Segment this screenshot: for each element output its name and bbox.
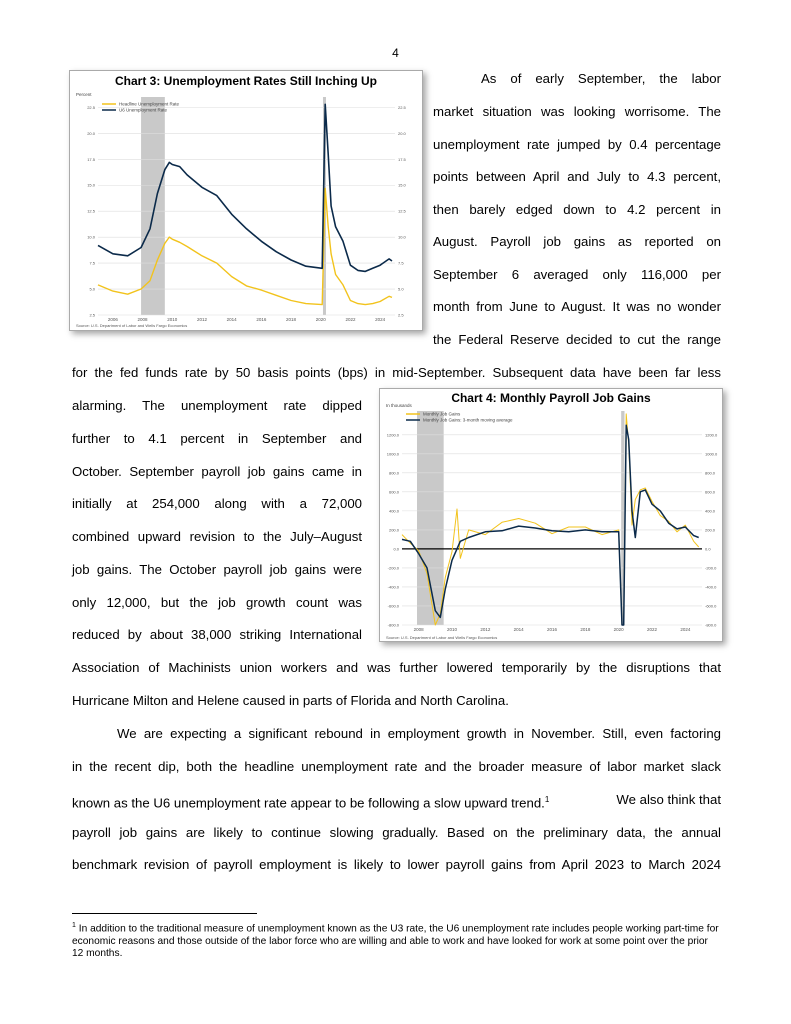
- body-line: in the recent dip, both the headline unemployment rate and the broader measure of labor market slack: [72, 759, 721, 774]
- x-tick-label: 2016: [256, 317, 267, 322]
- body-line: August. Payroll job gains as reported on: [433, 234, 721, 249]
- body-line: October. September payroll job gains came in: [72, 464, 362, 479]
- y-tick-label: 600.0: [388, 489, 399, 495]
- x-tick-label: 2022: [345, 317, 356, 322]
- y-tick-label: 20.0: [87, 130, 95, 136]
- y-tick-label-right: -400.0: [705, 584, 717, 590]
- body-line-tail: We also think that: [616, 792, 721, 807]
- y-tick-label-right: 400.0: [705, 508, 716, 514]
- chart-3-plot: [70, 71, 422, 330]
- chart-4-title: Chart 4: Monthly Payroll Job Gains: [451, 391, 651, 405]
- x-tick-label: 2006: [107, 317, 118, 322]
- y-axis-label: Percent: [76, 92, 92, 97]
- y-tick-label: 400.0: [388, 508, 399, 514]
- body-line: for the fed funds rate by 50 basis points (bps) in mid-September. Subsequent data have been far less: [72, 365, 721, 380]
- y-tick-label-right: 15.0: [398, 182, 406, 188]
- y-tick-label-right: -800.0: [705, 622, 717, 628]
- chart-3-title: Chart 3: Unemployment Rates Still Inching Up: [114, 74, 378, 88]
- body-line: As of early September, the labor: [481, 71, 721, 86]
- y-tick-label-right: 22.5: [398, 104, 406, 110]
- x-tick-label: 2012: [196, 317, 207, 322]
- y-tick-label-right: 20.0: [398, 130, 406, 136]
- y-tick-label: -800.0: [387, 622, 399, 628]
- chart-source: Source: U.S. Department of Labor and Wells Fargo Economics: [386, 635, 498, 640]
- body-line: alarming. The unemployment rate dipped: [72, 398, 362, 413]
- x-tick-label: 2008: [413, 627, 424, 632]
- body-line: combined upward revision to the July–August: [72, 529, 362, 544]
- body-line: then barely edged down to 4.2 percent in: [433, 202, 721, 217]
- body-line: payroll job gains are likely to continue slowing gradually. Based on the preliminary data, the annual: [72, 825, 721, 840]
- series-line-2: [402, 411, 699, 625]
- footnote: [72, 920, 722, 961]
- footnote-ref[interactable]: 1: [544, 795, 550, 804]
- chart-unemployment-rates: [69, 70, 423, 331]
- y-tick-label: 0.0: [393, 546, 399, 552]
- body-line: September 6 averaged only 116,000 per: [433, 267, 721, 282]
- y-tick-label-right: 1200.0: [705, 432, 718, 438]
- x-tick-label: 2024: [375, 317, 386, 322]
- legend-entry: Monthly Job Gains: 3-month moving average: [423, 417, 513, 423]
- legend-entry: Monthly Job Gains: [423, 411, 461, 417]
- y-tick-label: 1200.0: [386, 432, 399, 438]
- y-tick-label: 15.0: [87, 182, 95, 188]
- chart-4-plot: [380, 389, 722, 641]
- body-line: reduced by about 38,000 striking International: [72, 627, 362, 642]
- x-tick-label: 2022: [646, 627, 658, 632]
- y-tick-label-right: 10.0: [398, 234, 406, 240]
- y-tick-label-right: 17.5: [398, 156, 406, 162]
- x-tick-label: 2012: [480, 627, 491, 632]
- x-tick-label: 2014: [513, 627, 524, 632]
- x-tick-label: 2020: [613, 627, 624, 632]
- y-tick-label: 10.0: [87, 234, 95, 240]
- y-tick-label: 7.5: [89, 260, 95, 266]
- x-tick-label: 2010: [167, 317, 178, 322]
- body-line: We are expecting a significant rebound in employment growth in November. Still, even factoring: [117, 726, 721, 741]
- x-tick-label: 2018: [286, 317, 297, 322]
- y-tick-label: 17.5: [87, 156, 95, 162]
- body-line: only 12,000, but the job growth count was: [72, 595, 362, 610]
- y-tick-label: -400.0: [387, 584, 399, 590]
- footnote-text: In addition to the traditional measure of unemployment known as the U3 rate, the U6 unemployment rate includes people working part-time for economic reasons and those outside of the labor force who are willing and able to work and have looked for work at some point over the prior 12 months.: [72, 923, 719, 960]
- y-tick-label: -600.0: [387, 603, 399, 609]
- y-tick-label-right: 2.5: [398, 312, 404, 318]
- body-line: initially at 254,000 along with a 72,000: [72, 496, 362, 511]
- body-line: job gains. The October payroll job gains were: [72, 562, 362, 577]
- body-line-text: known as the U6 unemployment rate appear to be following a slow upward trend.$^1$: [72, 795, 550, 811]
- y-tick-label-right: 600.0: [705, 489, 716, 495]
- legend-entry: Headline Unemployment Rate: [119, 101, 180, 107]
- body-line: Hurricane Milton and Helene caused in parts of Florida and North Carolina.: [72, 693, 509, 708]
- x-tick-label: 2020: [315, 317, 326, 322]
- y-tick-label-right: 800.0: [705, 470, 716, 476]
- x-tick-label: 2008: [137, 317, 148, 322]
- y-tick-label-right: 7.5: [398, 260, 404, 266]
- body-line: Association of Machinists union workers and was further lowered temporarily by the disruptions that: [72, 660, 721, 675]
- body-line: the Federal Reserve decided to cut the range: [433, 332, 721, 347]
- body-line: month from June to August. It was no wonder: [433, 299, 721, 314]
- y-tick-label-right: 1000.0: [705, 451, 718, 457]
- body-line: benchmark revision of payroll employment is likely to lower payroll gains from April 2023 to March 2024: [72, 857, 721, 872]
- y-axis-label: In thousands: [386, 403, 412, 408]
- y-tick-label-right: 0.0: [705, 546, 711, 552]
- body-line-with-footnote: [72, 791, 721, 809]
- body-line: market situation was looking worrisome. The: [433, 104, 721, 119]
- y-tick-label: 22.5: [87, 104, 95, 110]
- y-tick-label-right: 5.0: [398, 286, 404, 292]
- y-tick-label: -200.0: [387, 565, 399, 571]
- footnote-divider: [72, 913, 257, 914]
- body-line: further to 4.1 percent in September and: [72, 431, 362, 446]
- x-tick-label: 2014: [226, 317, 237, 322]
- recession-band: [141, 97, 165, 315]
- y-tick-label-right: 12.5: [398, 208, 406, 214]
- chart-source: Source: U.S. Department of Labor and Wells Fargo Economics: [76, 323, 188, 328]
- y-tick-label: 5.0: [89, 286, 95, 292]
- legend-entry: U6 Unemployment Rate: [119, 107, 168, 113]
- y-tick-label: 200.0: [388, 527, 399, 533]
- y-tick-label-right: -200.0: [705, 565, 717, 571]
- x-tick-label: 2024: [680, 627, 691, 632]
- y-tick-label: 12.5: [87, 208, 95, 214]
- x-tick-label: 2016: [546, 627, 558, 632]
- x-tick-label: 2018: [580, 627, 591, 632]
- y-tick-label: 1000.0: [386, 451, 399, 457]
- y-tick-label: 2.5: [89, 312, 95, 318]
- page-number: 4: [392, 46, 399, 60]
- y-tick-label: 800.0: [388, 470, 399, 476]
- body-line: points between April and July to 4.3 percent,: [433, 169, 721, 184]
- y-tick-label-right: 200.0: [705, 527, 716, 533]
- chart-payroll-job-gains: [379, 388, 723, 642]
- x-tick-label: 2010: [446, 627, 458, 632]
- body-line: unemployment rate jumped by 0.4 percentage: [433, 137, 721, 152]
- y-tick-label-right: -600.0: [705, 603, 717, 609]
- footnote-number: 1: [72, 922, 76, 929]
- series-line-1: [402, 425, 699, 625]
